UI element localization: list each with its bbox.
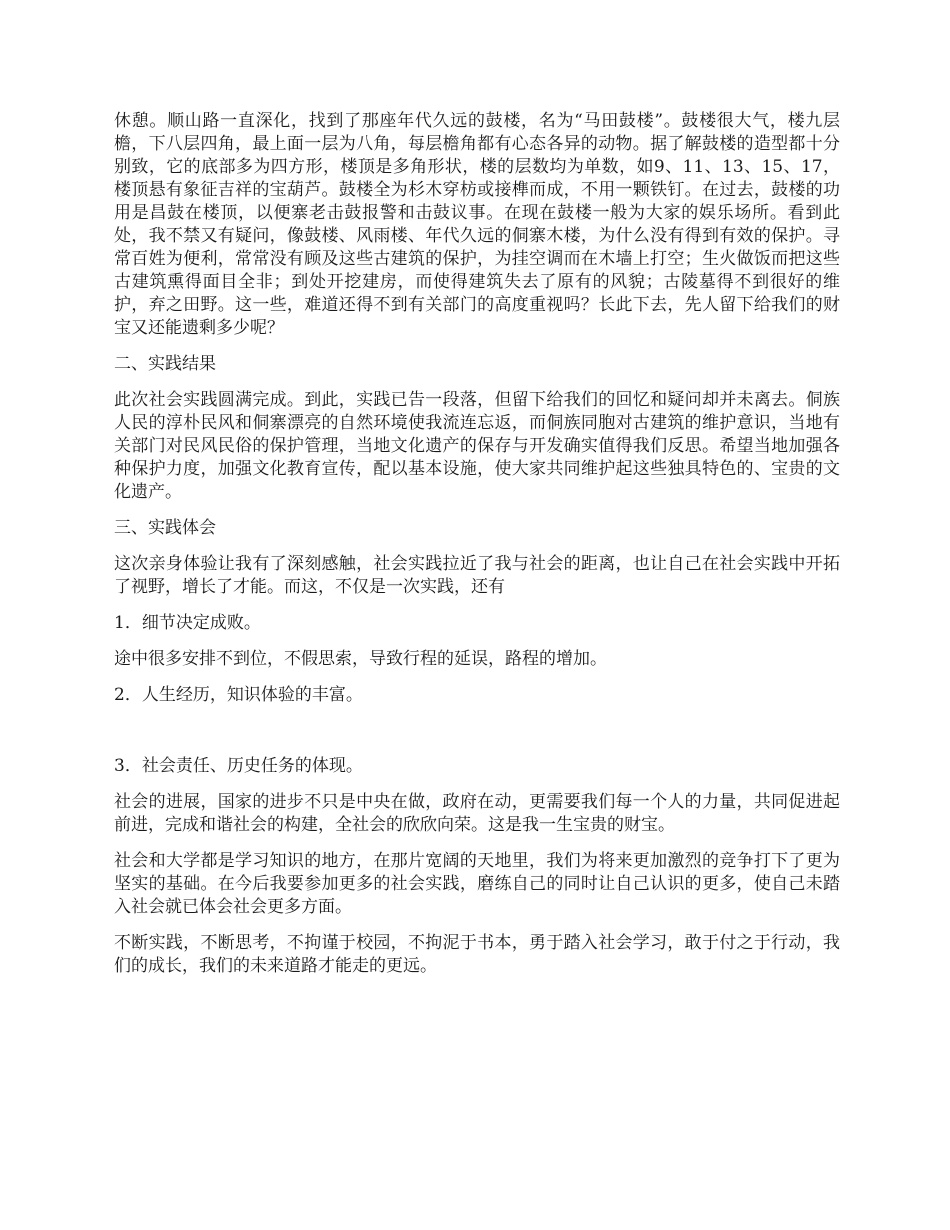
point-2-title: 2．人生经历，知识体验的丰富。: [114, 685, 363, 705]
reflections-intro-paragraph: 这次亲身体验让我有了深刻感触，社会实践拉近了我与社会的距离，也让自己在社会实践中开拓了视野，增长了才能。而这，不仅是一次实践，还有: [114, 554, 840, 597]
closing-paragraph-1: 社会和大学都是学习知识的地方，在那片宽阔的天地里，我们为将来更加激烈的竞争打下了更为坚实的基础。在今后我要参加更多的社会实践，磨练自己的同时让自己认识的更多，使自己未踏入社会就已体会社会更多方面。: [114, 851, 840, 917]
blank-spacer: [114, 720, 840, 755]
section-heading-results: 二、实践结果: [114, 354, 216, 374]
point-1-title: 1．细节决定成败。: [114, 613, 261, 633]
point-1-text: 途中很多安排不到位，不假思索，导致行程的延误，路程的增加。: [114, 649, 607, 669]
document-body: [114, 110, 840, 991]
section-heading-reflections: 三、实践体会: [114, 518, 216, 538]
closing-paragraph-2: 不断实践，不断思考，不拘谨于校园，不拘泥于书本，勇于踏入社会学习，敢于付之于行动，我们的成长，我们的未来道路才能走的更远。: [114, 933, 840, 976]
point-3-title: 3．社会责任、历史任务的体现。: [114, 756, 363, 776]
results-paragraph: 此次社会实践圆满完成。到此，实践已告一段落，但留下给我们的回忆和疑问却并未离去。侗族人民的淳朴民风和侗寨漂亮的自然环境使我流连忘返，而侗族同胞对古建筑的维护意识，当地有关部门对民风民俗的保护管理，当地文化遗产的保存与开发确实值得我们反思。希望当地加强各种保护力度，加强文化教育宣传，配以基本设施，使大家共同维护起这些独具特色的、宝贵的文化遗产。: [114, 390, 840, 502]
point-3-text: 社会的进展，国家的进步不只是中央在做，政府在动，更需要我们每一个人的力量，共同促进起前进，完成和谐社会的构建，全社会的欣欣向荣。这是我一生宝贵的财宝。: [114, 792, 840, 835]
intro-paragraph: 休憩。顺山路一直深化，找到了那座年代久远的鼓楼，名为“马田鼓楼”。鼓楼很大气，楼九层檐，下八层四角，最上面一层为八角，每层檐角都有心态各异的动物。据了解鼓楼的造型都十分别致，它的底部多为四方形，楼顶是多角形状，楼的层数均为单数，如9、11、13、15、17，楼顶悬有象征吉祥的宝葫芦。鼓楼全为杉木穿枋或接榫而成，不用一颗铁钉。在过去，鼓楼的功用是昌鼓在楼顶，以便寨老击鼓报警和击鼓议事。在现在鼓楼一般为大家的娱乐场所。看到此处，我不禁又有疑问，像鼓楼、风雨楼、年代久远的侗寨木楼，为什么没有得到有效的保护。寻常百姓为便利，常常没有顾及这些古建筑的保护，为挂空调而在木墙上打空；生火做饭而把这些古建筑熏得面目全非；到处开挖建房，而使得建筑失去了原有的风貌；古陵墓得不到很好的维护，弃之田野。这一些，难道还得不到有关部门的高度重视吗？长此下去，先人留下给我们的财宝又还能遗剩多少呢？: [114, 111, 840, 338]
